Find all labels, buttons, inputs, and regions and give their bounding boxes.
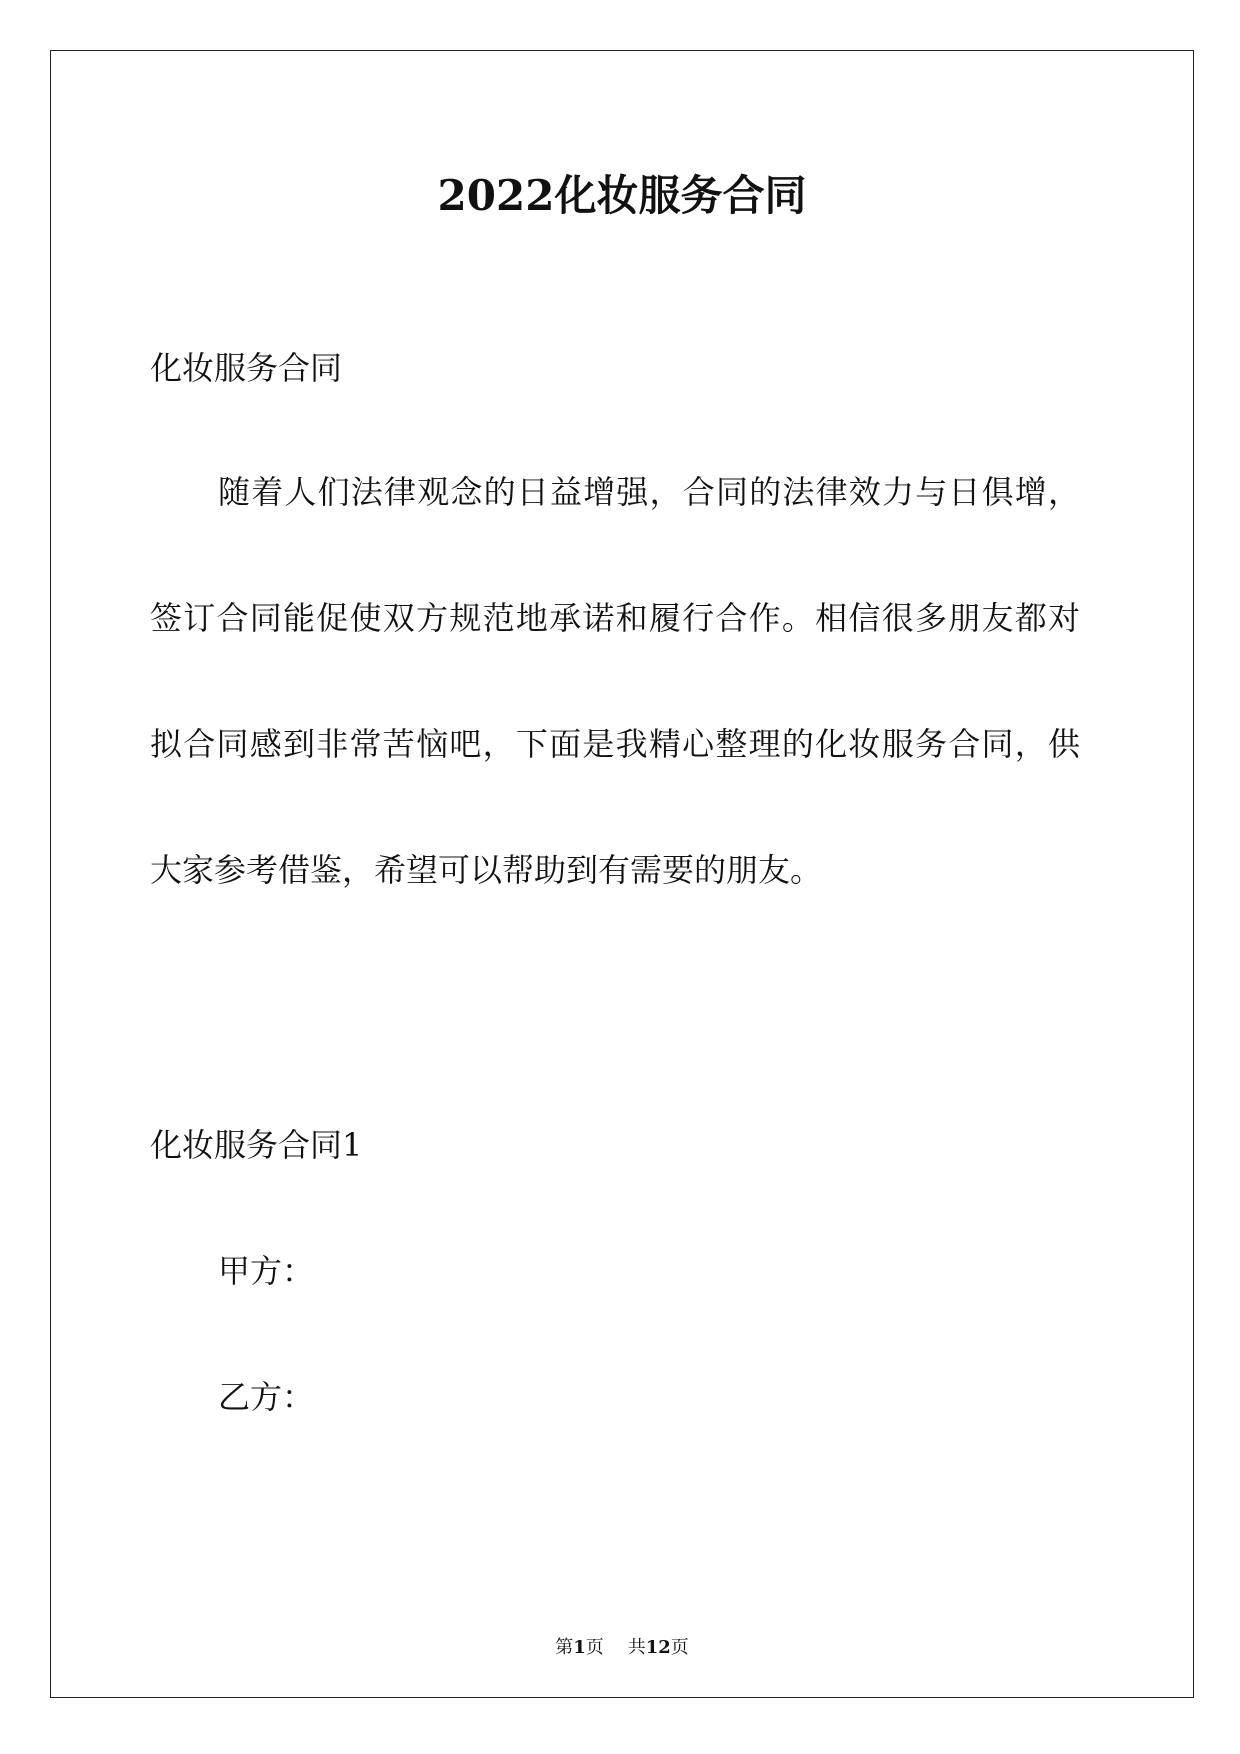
party-a-label: 甲方：: [218, 1252, 315, 1290]
page-footer: [50, 1636, 1194, 1660]
intro-line-3: 拟合同感到非常苦恼吧，下面是我精心整理的化妆服务合同，供: [150, 725, 1080, 763]
page-prefix: 第: [555, 1637, 574, 1658]
intro-line-4: 大家参考借鉴，希望可以帮助到有需要的朋友。: [150, 851, 823, 889]
total-prefix: 共: [627, 1637, 646, 1658]
intro-line-1: 随着人们法律观念的日益增强，合同的法律效力与日俱增，: [218, 473, 1080, 511]
document-subtitle: 化妆服务合同: [150, 349, 343, 387]
party-b-label: 乙方：: [218, 1378, 315, 1416]
current-page-number: 1: [573, 1637, 586, 1658]
total-page-number: 12: [645, 1637, 671, 1658]
document-title: 2022化妆服务合同: [437, 171, 807, 220]
intro-line-2: 签订合同能促使双方规范地承诺和履行合作。相信很多朋友都对: [150, 599, 1080, 637]
section-title: 化妆服务合同1: [150, 1126, 363, 1164]
total-suffix: 页: [670, 1637, 689, 1658]
page-suffix: 页: [585, 1637, 604, 1658]
